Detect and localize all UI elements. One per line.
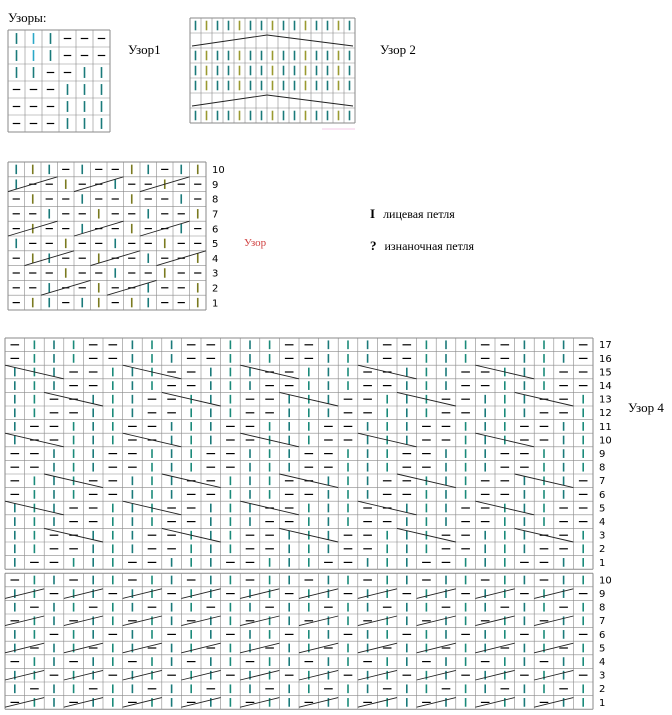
row-number: 2 [212,283,219,295]
row-number: 1 [599,697,606,709]
cable-line [279,392,338,406]
row-number: 9 [599,449,606,460]
cable-line [358,433,417,447]
legend-purl [370,238,474,254]
row-number: 10 [599,575,612,587]
cable-line [515,474,574,488]
knit-symbol: I [370,206,376,221]
row-number: 9 [212,179,219,191]
pattern3-chart [8,160,230,320]
row-number: 2 [599,544,606,556]
knit-description: лицевая петля [383,206,455,221]
page-title: Узоры: [8,10,47,25]
row-number: 1 [599,557,606,569]
row-number: 5 [599,643,606,655]
row-number: 16 [599,353,612,365]
row-number: 3 [599,670,606,682]
cable-line [5,501,64,515]
row-number: 3 [599,530,606,542]
row-number: 2 [599,684,606,696]
pattern4-label: Узор 4 [628,400,664,415]
row-number: 4 [599,517,606,528]
row-number: 4 [599,657,606,668]
row-number: 8 [599,602,606,614]
row-number: 8 [212,194,219,206]
row-number: 1 [212,298,219,310]
purl-description: изнаночная петля [384,238,475,253]
row-number: 5 [212,239,219,251]
row-number: 7 [599,616,606,628]
row-number: 14 [599,381,612,392]
legend-knit [370,206,455,222]
row-number: 9 [599,589,606,600]
pattern2-chart [190,18,360,130]
cable-line [279,528,338,542]
pattern1-chart [8,30,110,132]
row-number: 11 [599,421,612,433]
cable-line [267,95,353,106]
cable-line [5,365,64,379]
purl-symbol: ? [370,238,377,253]
row-number: 7 [599,476,606,488]
row-number: 6 [599,489,606,501]
pattern1-label: Узор1 [128,42,161,57]
cable-line [267,35,353,46]
row-number: 6 [212,224,219,236]
row-number: 12 [599,408,612,420]
pattern2-label: Узор 2 [380,42,416,57]
row-number: 10 [599,435,612,447]
row-number: 5 [599,503,606,515]
row-number: 13 [599,394,612,406]
row-number: 6 [599,629,606,641]
row-number: 17 [599,340,612,352]
row-number: 3 [212,268,219,280]
pattern3-label: Узор [244,237,267,249]
row-number: 15 [599,367,612,379]
row-number: 7 [212,209,219,221]
row-number: 8 [599,462,606,474]
row-number: 4 [212,253,219,265]
pattern4-chart [5,336,620,712]
row-number: 10 [212,165,225,177]
